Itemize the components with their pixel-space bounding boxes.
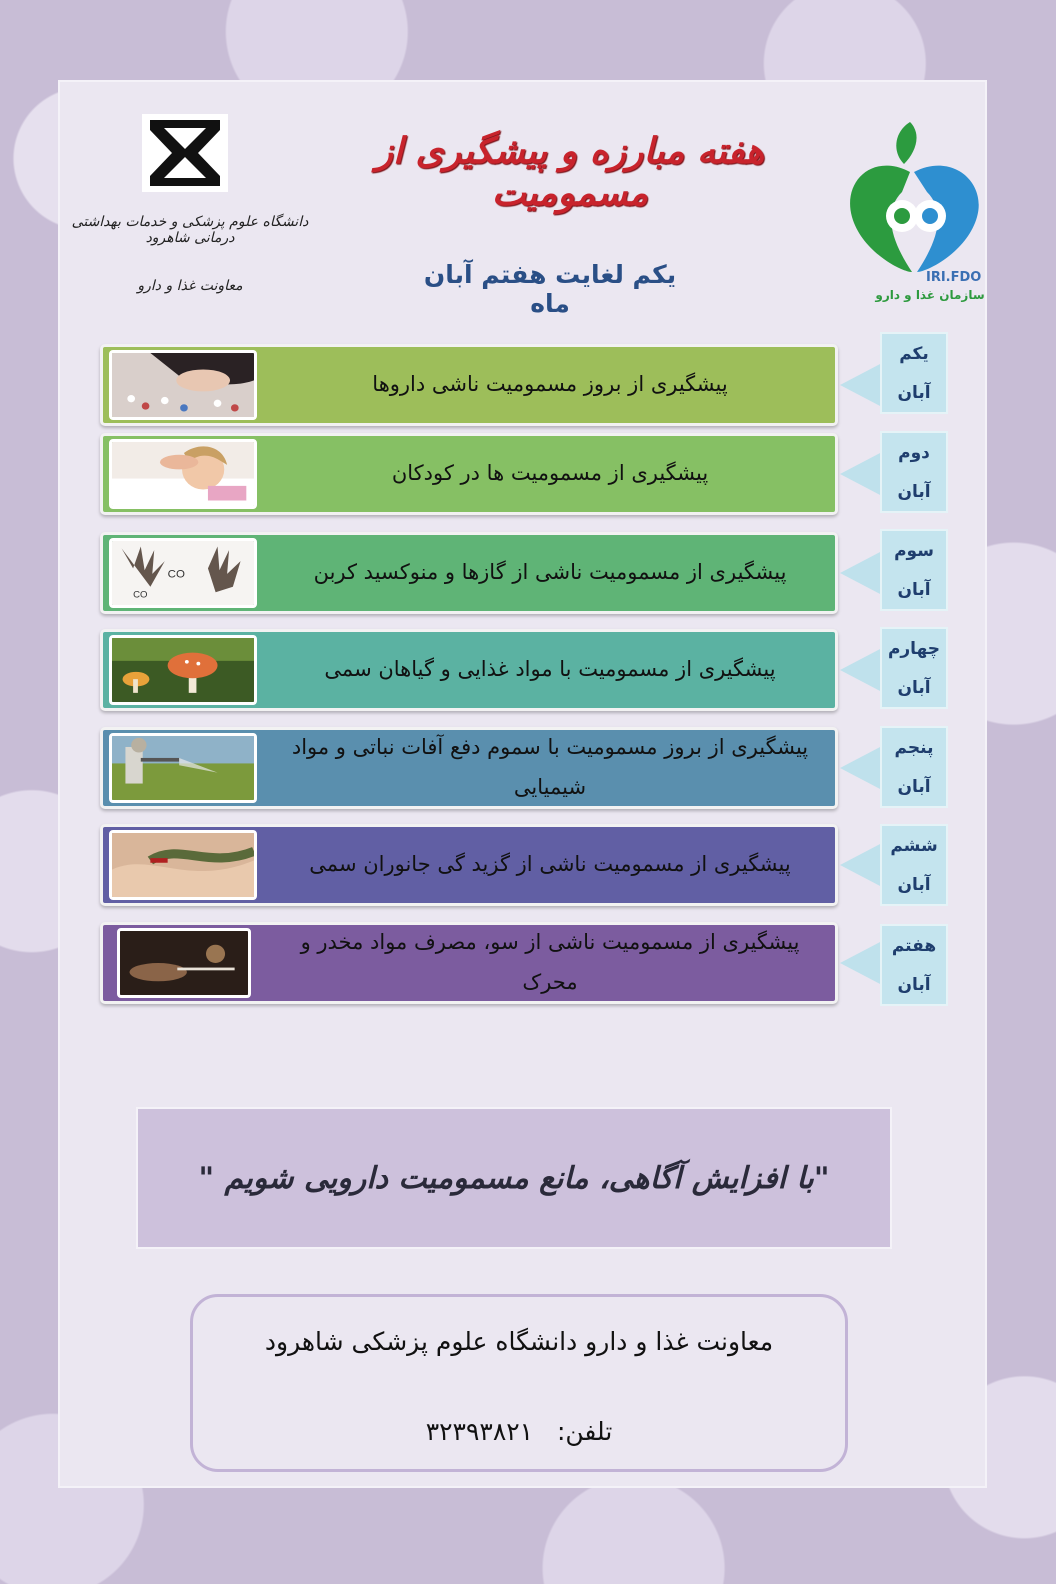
month-name: آبان xyxy=(897,874,931,895)
poster-card xyxy=(58,80,987,1488)
co-hands-image xyxy=(109,538,257,608)
row-7-text: پیشگیری از مسمومیت ناشی از سو، مصرف مواد مخدر و محرک xyxy=(300,930,800,994)
day-row-1 xyxy=(100,344,838,426)
arrow-icon xyxy=(840,843,882,887)
day-name: پنجم xyxy=(894,737,934,758)
arrow-icon xyxy=(840,746,882,790)
arrow-icon xyxy=(840,452,882,496)
row-5-text: پیشگیری از بروز مسمومیت با سموم دفع آفات نباتی و مواد شیمیایی xyxy=(291,735,809,799)
day-label-2 xyxy=(880,431,948,513)
month-name: آبان xyxy=(897,776,931,797)
day-label-1 xyxy=(880,332,948,414)
university-name: دانشگاه علوم پزشکی و خدمات بهداشتی درمانی شاهرود xyxy=(71,214,309,246)
slogan-text: "با افزایش آگاهی، مانع مسمومیت دارویی شویم " xyxy=(198,1160,830,1196)
day-row-3 xyxy=(100,532,838,614)
footer-org: معاونت غذا و دارو دانشگاه علوم پزشکی شاهرود xyxy=(264,1327,774,1356)
arrow-icon xyxy=(840,363,882,407)
day-name: سوم xyxy=(894,540,934,561)
svg-text:CO: CO xyxy=(133,589,148,600)
pesticide-sprayer-image xyxy=(109,733,257,803)
phone-label: تلفن: xyxy=(556,1417,613,1446)
day-label-5 xyxy=(880,726,948,808)
footer-phone xyxy=(193,1417,845,1446)
footer-box xyxy=(190,1294,848,1472)
day-row-2 xyxy=(100,433,838,515)
fdo-label: IRI.FDO xyxy=(926,270,982,285)
mushroom-image xyxy=(109,635,257,705)
day-label-6 xyxy=(880,824,948,906)
row-2-text: پیشگیری از مسمومیت ها در کودکان xyxy=(391,461,709,486)
university-logo xyxy=(140,112,230,194)
month-name: آبان xyxy=(897,382,931,403)
deputy-label: معاونت غذا و دارو xyxy=(137,278,243,294)
row-6-text: پیشگیری از مسمومیت ناشی از گزید گی جانوران سمی xyxy=(309,852,791,877)
month-name: آبان xyxy=(897,677,931,698)
day-name: هفتم xyxy=(891,935,937,956)
day-name: دوم xyxy=(898,442,930,463)
day-label-3 xyxy=(880,529,948,611)
arrow-icon xyxy=(840,551,882,595)
fdo-logo xyxy=(842,112,987,282)
month-name: آبان xyxy=(897,579,931,600)
day-row-7 xyxy=(100,922,838,1004)
day-label-7 xyxy=(880,924,948,1006)
snake-bite-image xyxy=(109,830,257,900)
sick-child-image xyxy=(109,439,257,509)
pills-hand-image xyxy=(109,350,257,420)
month-name: آبان xyxy=(897,481,931,502)
row-4-text: پیشگیری از مسمومیت با مواد غذایی و گیاهان سمی xyxy=(324,657,776,682)
drug-use-image xyxy=(117,928,251,998)
fdo-org-name: سازمان غذا و دارو xyxy=(875,288,985,302)
arrow-icon xyxy=(840,941,882,985)
row-3-text: پیشگیری از مسمومیت ناشی از گازها و منوکسید کربن xyxy=(313,560,787,585)
day-row-4 xyxy=(100,629,838,711)
day-name: یکم xyxy=(899,343,929,364)
phone-number: ۳۲۳۹۳۸۲۱ xyxy=(425,1417,534,1446)
poster-subtitle: یکم لغایت هفتم آبان ماه xyxy=(423,260,677,318)
arrow-icon xyxy=(840,648,882,692)
month-name: آبان xyxy=(897,974,931,995)
svg-text:CO: CO xyxy=(167,568,185,581)
day-label-4 xyxy=(880,627,948,709)
row-1-text: پیشگیری از بروز مسمومیت ناشی داروها xyxy=(372,372,728,397)
day-row-5 xyxy=(100,727,838,809)
day-name: ششم xyxy=(890,835,938,856)
day-row-6 xyxy=(100,824,838,906)
day-name: چهارم xyxy=(887,638,941,659)
poster-title: هفته مبارزه و پیشگیری از مسمومیت xyxy=(375,130,765,214)
slogan-box xyxy=(136,1107,892,1249)
